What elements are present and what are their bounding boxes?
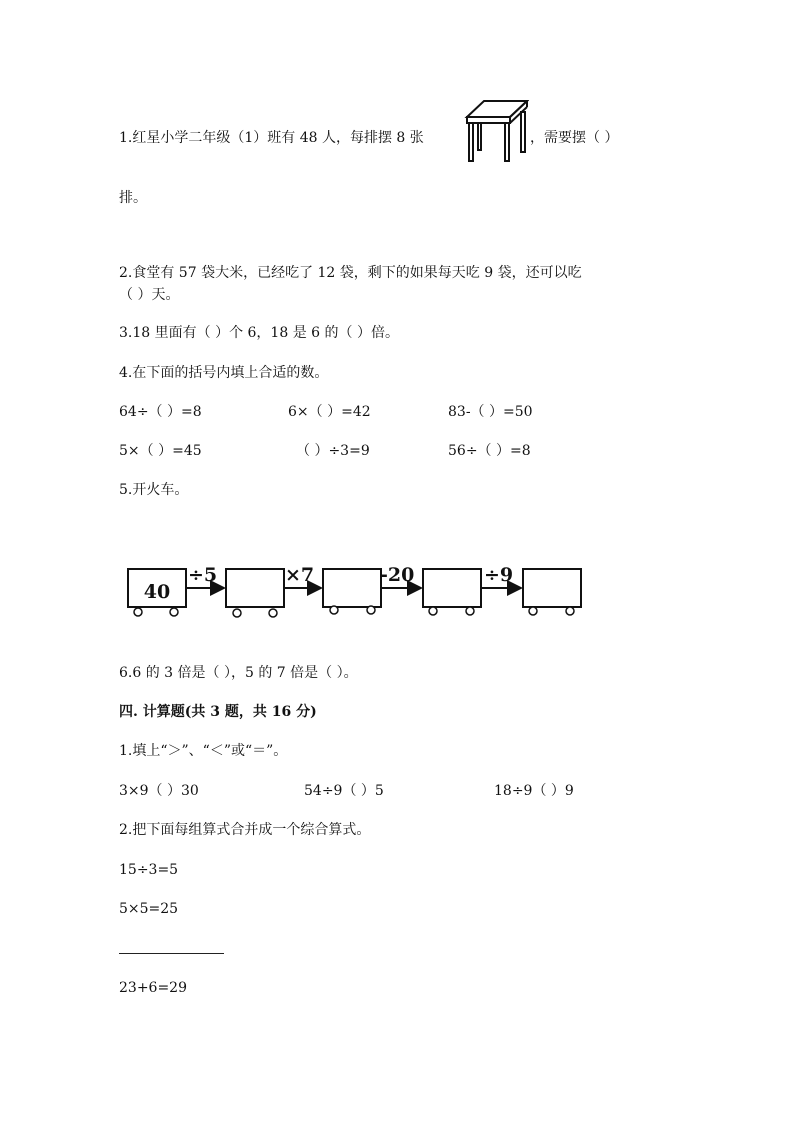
start-number: 40	[143, 581, 171, 603]
q2-line2: （ ）天。	[119, 287, 180, 303]
c1-item-1: 3×9（ ）30	[119, 783, 199, 799]
c1-item-3: 18÷9（ ）9	[494, 783, 574, 799]
desk-icon	[459, 99, 529, 163]
c2-eq3: 23+6=29	[119, 980, 187, 996]
train-car-5	[523, 569, 581, 607]
c2-eq2: 5×5=25	[119, 901, 179, 917]
q3-text: 3.18 里面有（ ）个 6，18 是 6 的（ ）倍。	[119, 325, 399, 341]
q4-r1-c3: 83-（ ）=50	[448, 404, 533, 420]
train-car-4	[423, 569, 481, 607]
op-1: ÷5	[188, 564, 218, 586]
q4-r1-c1: 64÷（ ）=8	[119, 404, 202, 420]
c2-eq1: 15÷3=5	[119, 862, 179, 878]
q1-text-part2: ，需要摆（ ）	[530, 130, 619, 146]
op-2: ×7	[285, 564, 315, 586]
q4-r2-c3: 56÷（ ）=8	[448, 443, 531, 459]
c1-title: 1.填上“＞”、“＜”或“＝”。	[119, 743, 288, 759]
q1-text-part1: 1.红星小学二年级（1）班有 48 人，每排摆 8 张	[119, 130, 424, 146]
answer-line	[119, 953, 224, 954]
c2-title: 2.把下面每组算式合并成一个综合算式。	[119, 822, 371, 838]
q4-r2-c2: （ ）÷3=9	[296, 443, 370, 459]
q4-r2-c1: 5×（ ）=45	[119, 443, 202, 459]
q5-title: 5.开火车。	[119, 482, 189, 498]
q4-r1-c2: 6×（ ）=42	[288, 404, 371, 420]
train-diagram	[120, 560, 590, 622]
q6-text: 6.6 的 3 倍是（ ），5 的 7 倍是（ ）。	[119, 665, 358, 681]
train-car-2	[226, 569, 284, 607]
q4-title: 4.在下面的括号内填上合适的数。	[119, 365, 329, 381]
op-3: -20	[380, 564, 415, 586]
op-4: ÷9	[484, 564, 514, 586]
q1-text-part3: 排。	[119, 190, 147, 206]
section-heading: 四. 计算题(共 3 题，共 16 分)	[119, 704, 317, 720]
q2-line1: 2.食堂有 57 袋大米，已经吃了 12 袋，剩下的如果每天吃 9 袋，还可以吃	[119, 265, 582, 281]
c1-item-2: 54÷9（ ）5	[304, 783, 384, 799]
train-car-3	[323, 569, 381, 607]
